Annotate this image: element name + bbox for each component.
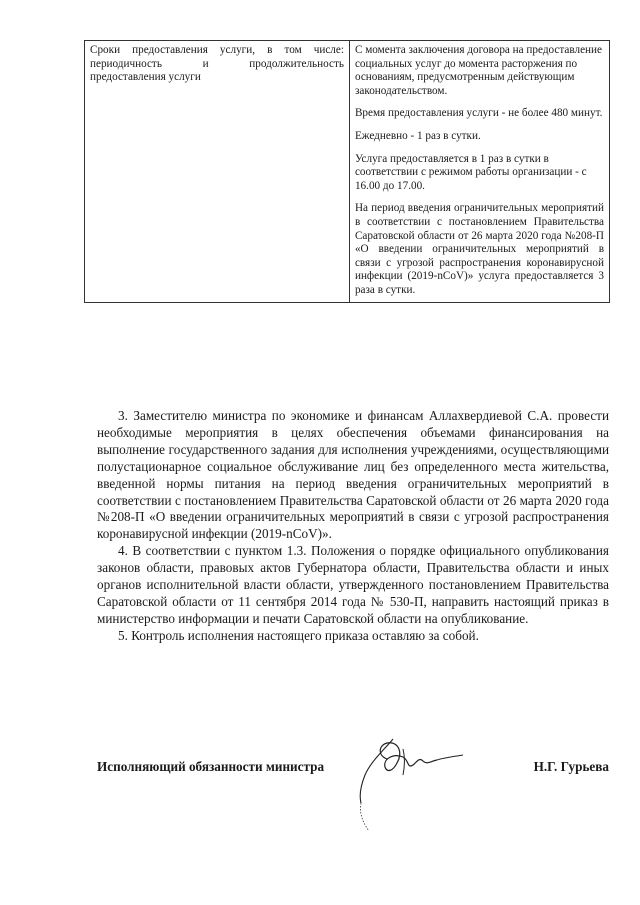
order-body	[97, 408, 609, 645]
order-item-3: 3. Заместителю министра по экономике и финансам Аллахвердиевой С.А. провести необходимые мероприятия в целях обеспечения объемами финансирования на выполнение государственного задания для исполнения учреждениями, осуществляющими полустационарное социальное обслуживание лиц без определенного места жительства, введенной нормы питания на период введения ограничительных мероприятий в соответствии с постановлением Правительства Саратовской области от 26 марта 2020 года №208-П «О введении ограничительных мероприятий в связи с угрозой распространения коронавирусной инфекции (2019-nCoV)».	[97, 408, 609, 542]
table-paragraph: Ежедневно - 1 раз в сутки.	[354, 129, 481, 142]
order-item-4: 4. В соответствии с пунктом 1.3. Положения о порядке официального опубликования законов области, правовых актов Губернатора области, Правительства области и иных органов исполнительной власти области, утвержденного постановлением Правительства Саратовской области от 11 сентября 2014 года № 530-П, направить настоящий приказ в министерство информации и печати Саратовской области на опубликование.	[97, 543, 609, 626]
service-terms-table	[84, 40, 610, 303]
table-paragraph: На период введения ограничительных мероприятий в соответствии с постановлением Правительства Саратовской области от 26 марта 2020 года №208-П «О введении ограничительных мероприятий в связи с угрозой распространения коронавирусной инфекции (2019-nCoV)» услуга предоставляется 3 раза в сутки.	[354, 202, 604, 296]
table-paragraph: Время предоставления услуги - не более 480 минут.	[354, 107, 603, 120]
table-left-cell: Сроки предоставления услуги, в том числе: периодичность и продолжительность предоставления услуги	[85, 41, 350, 303]
signatory-name: Н.Г. Гурьева	[533, 759, 609, 774]
signatory-position: Исполняющий обязанности министра	[97, 759, 325, 774]
table-right-cell	[349, 41, 609, 303]
table-paragraph: С момента заключения договора на предоставление социальных услуг до момента расторжения по основаниям, предусмотренным действующим законодательством.	[354, 44, 602, 97]
table-row	[85, 41, 610, 303]
signature-block	[97, 759, 609, 879]
table-paragraph: Услуга предоставляется в 1 раз в сутки в соответствии с режимом работы организации - с 16.00 до 17.00.	[354, 152, 587, 192]
handwritten-signature	[347, 731, 477, 836]
order-item-5: 5. Контроль исполнения настоящего приказа оставляю за собой.	[118, 627, 479, 643]
